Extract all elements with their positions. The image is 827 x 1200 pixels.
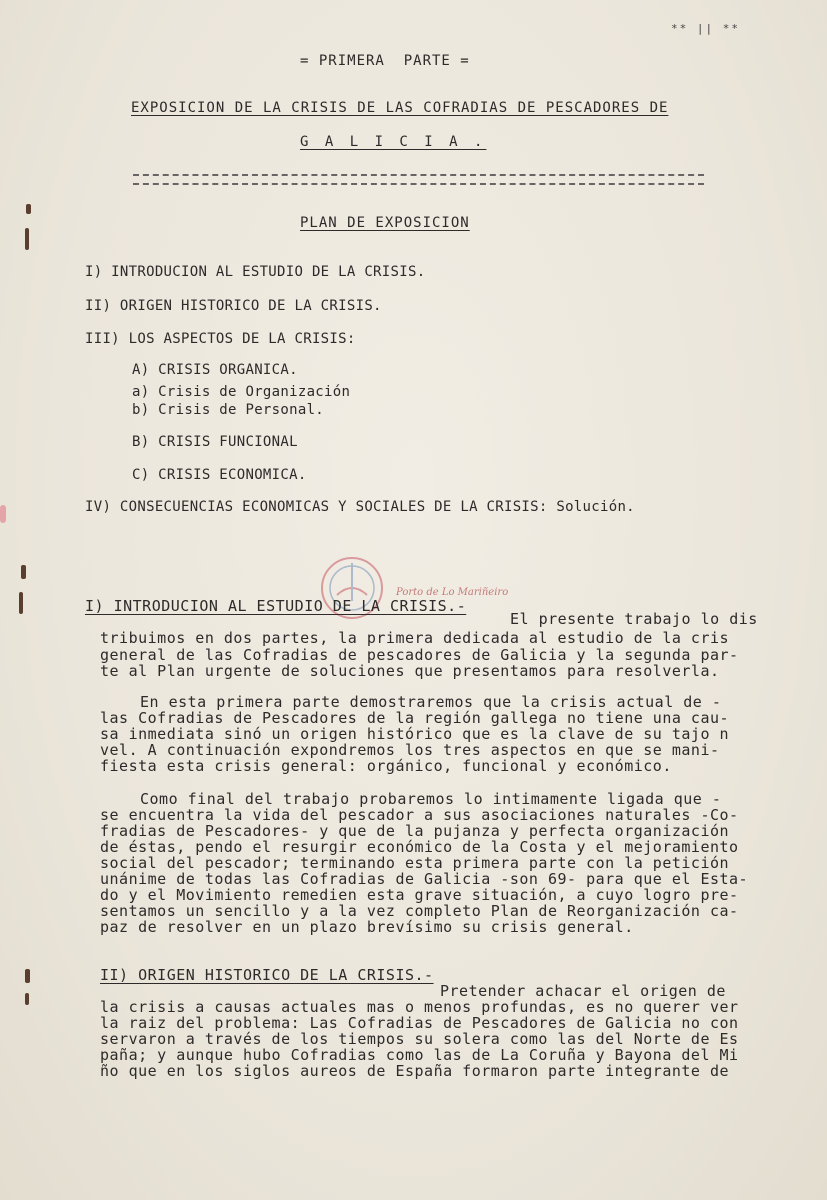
section1-line: paz de resolver en un plazo brevísimo su crisis general. [100,918,634,936]
section2-line: la raiz del problema: Las Cofradias de Pescadores de Galicia no con [100,1014,739,1032]
main-title-line2: G A L I C I A . [300,134,487,150]
section1-line: se encuentra la vida del pescador a sus asociaciones naturales -Co- [100,806,739,824]
section1-line: sa inmediata sinó un origen histórico que es la clave de su tajo n [100,725,730,743]
section1-line: En esta primera parte demostraremos que la crisis actual de - [140,693,722,711]
section1-line: El presente trabajo lo dis [510,610,758,628]
dashed-separator [133,174,704,185]
section1-line: te al Plan urgente de soluciones que presentamos para resolverla. [100,662,720,680]
plan-item: b) Crisis de Personal. [132,402,325,418]
section1-line: fradias de Pescadores- y que de la pujanza y perfecta organización [100,822,730,840]
section1-line: de éstas, pendo el resurgir económico de la Costa y el mejoramiento [100,838,739,856]
section2-line: la crisis a causas actuales mas o menos profundas, es no querer ver [100,998,739,1016]
binding-hole-bottom [25,969,30,983]
red-ink-mark [0,505,6,523]
section1-line: Como final del trabajo probaremos lo intimamente ligada que - [140,790,722,808]
plan-item: C) CRISIS ECONOMICA. [132,467,307,483]
section1-line: unánime de todas las Cofradias de Galicia -son 69- para que el Esta- [100,870,749,888]
section2-heading: II) ORIGEN HISTORICO DE LA CRISIS.- [100,966,434,984]
stamp-text: Porto de Lo Mariñeiro [396,587,509,598]
binding-hole-middle [21,565,26,579]
plan-item: a) Crisis de Organización [132,384,351,400]
section1-line: fiesta esta crisis general: orgánico, funcional y económico. [100,757,672,775]
binding-hole-middle-2 [19,592,23,614]
section1-line: vel. A continuación expondremos los tres aspectos en que se mani- [100,741,720,759]
section2-line: servaron a través de los tiempos su solera como las del Norte de Es [100,1030,739,1048]
section2-line: Pretender achacar el origen de [440,982,726,1000]
section1-line: tribuimos en dos partes, la primera dedicada al estudio de la cris [100,629,730,647]
section1-line: las Cofradias de Pescadores de la región gallega no tiene una cau- [100,709,730,727]
plan-item: IV) CONSECUENCIAS ECONOMICAS Y SOCIALES DE LA CRISIS: Solución. [85,499,635,515]
plan-item: III) LOS ASPECTOS DE LA CRISIS: [85,331,356,347]
section2-line: paña; y aunque hubo Cofradias como las de La Coruña y Bayona del Mi [100,1046,739,1064]
plan-title: PLAN DE EXPOSICION [300,215,470,231]
binding-hole-top-2 [25,228,29,250]
binding-hole-bottom-2 [25,993,29,1005]
section1-line: social del pescador; terminando esta primera parte con la petición [100,854,730,872]
plan-item: II) ORIGEN HISTORICO DE LA CRISIS. [85,298,382,314]
binding-hole-top [26,204,31,214]
section1-heading: I) INTRODUCION AL ESTUDIO DE LA CRISIS.- [85,597,467,615]
part-title: = PRIMERA PARTE = [300,53,470,69]
main-title-line1: EXPOSICION DE LA CRISIS DE LAS COFRADIAS DE PESCADORES DE [131,100,669,116]
section1-line: general de las Cofradias de pescadores de Galicia y la segunda par- [100,646,739,664]
section1-line: sentamos un sencillo y a la vez completo Plan de Reorganización ca- [100,902,739,920]
plan-item: B) CRISIS FUNCIONAL [132,434,298,450]
section1-line: do y el Movimiento remedien esta grave situación, a cuyo logro pre- [100,886,739,904]
section2-line: ño que en los siglos aureos de España formaron parte integrante de [100,1062,730,1080]
plan-item: A) CRISIS ORGANICA. [132,362,298,378]
plan-item: I) INTRODUCION AL ESTUDIO DE LA CRISIS. [85,264,426,280]
page-number: ** || ** [671,22,740,35]
